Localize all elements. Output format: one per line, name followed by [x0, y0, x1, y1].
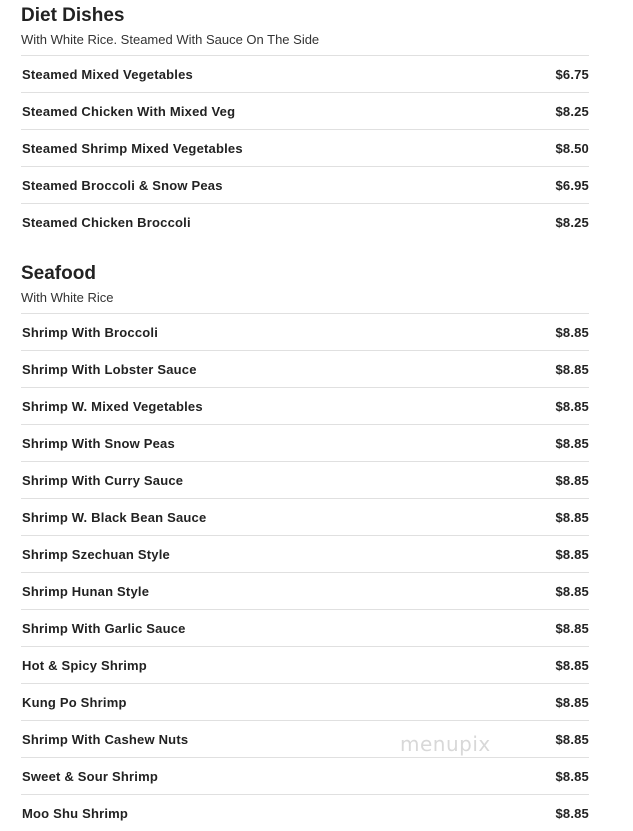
item-price: $8.85	[555, 435, 589, 451]
item-price: $8.85	[555, 324, 589, 340]
menu-item[interactable]	[21, 757, 589, 794]
item-name: Shrimp With Lobster Sauce	[22, 361, 197, 377]
item-price: $8.85	[555, 472, 589, 488]
item-name: Shrimp With Snow Peas	[22, 435, 175, 451]
item-price: $6.75	[555, 66, 589, 82]
item-name: Steamed Mixed Vegetables	[22, 66, 193, 82]
item-name: Hot & Spicy Shrimp	[22, 657, 147, 673]
item-name: Kung Po Shrimp	[22, 694, 127, 710]
item-price: $8.85	[555, 546, 589, 562]
item-name: Shrimp W. Black Bean Sauce	[22, 509, 207, 525]
section-description: With White Rice	[21, 290, 114, 305]
menu-item[interactable]	[21, 609, 589, 646]
menu-item[interactable]	[21, 646, 589, 683]
menu-item[interactable]	[21, 424, 589, 461]
item-name: Shrimp Szechuan Style	[22, 546, 170, 562]
item-price: $8.25	[555, 214, 589, 230]
item-name: Shrimp W. Mixed Vegetables	[22, 398, 203, 414]
item-name: Steamed Chicken With Mixed Veg	[22, 103, 236, 119]
menu-item[interactable]	[21, 129, 589, 166]
menu-item[interactable]	[21, 92, 589, 129]
item-price: $8.85	[555, 361, 589, 377]
menu-item[interactable]	[21, 166, 589, 203]
watermark: menupix	[400, 732, 491, 756]
item-name: Shrimp With Curry Sauce	[22, 472, 184, 488]
item-name: Shrimp With Broccoli	[22, 324, 159, 340]
menu-item[interactable]	[21, 535, 589, 572]
item-price: $8.85	[555, 583, 589, 599]
item-name: Steamed Shrimp Mixed Vegetables	[22, 140, 243, 156]
section-title: Diet Dishes	[21, 5, 125, 26]
menu-item[interactable]	[21, 55, 589, 92]
item-price: $6.95	[555, 177, 589, 193]
item-price: $8.85	[555, 657, 589, 673]
item-price: $8.85	[555, 398, 589, 414]
item-price: $8.85	[555, 509, 589, 525]
menu-item[interactable]	[21, 387, 589, 424]
menu-item[interactable]	[21, 203, 589, 240]
item-price: $8.85	[555, 805, 589, 821]
item-name: Steamed Broccoli & Snow Peas	[22, 177, 223, 193]
item-price: $8.50	[555, 140, 589, 156]
item-price: $8.85	[555, 768, 589, 784]
item-name: Shrimp Hunan Style	[22, 583, 150, 599]
section-title: Seafood	[21, 263, 96, 284]
menu-item[interactable]	[21, 313, 589, 350]
menu-item[interactable]	[21, 498, 589, 535]
menu-item[interactable]	[21, 572, 589, 609]
item-price: $8.85	[555, 694, 589, 710]
item-name: Shrimp With Cashew Nuts	[22, 731, 189, 747]
item-price: $8.25	[555, 103, 589, 119]
menu	[21, 0, 589, 831]
section-description: With White Rice. Steamed With Sauce On The Side	[21, 32, 320, 47]
item-name: Steamed Chicken Broccoli	[22, 214, 191, 230]
menu-item[interactable]	[21, 350, 589, 387]
menu-section-seafood	[21, 258, 589, 831]
menu-item[interactable]	[21, 720, 589, 757]
menu-item[interactable]	[21, 683, 589, 720]
item-price: $8.85	[555, 731, 589, 747]
item-name: Sweet & Sour Shrimp	[22, 768, 158, 784]
item-price: $8.85	[555, 620, 589, 636]
menu-item[interactable]	[21, 461, 589, 498]
menu-section-diet-dishes	[21, 0, 589, 240]
item-name: Moo Shu Shrimp	[22, 805, 129, 821]
item-name: Shrimp With Garlic Sauce	[22, 620, 186, 636]
menu-item[interactable]	[21, 794, 589, 831]
